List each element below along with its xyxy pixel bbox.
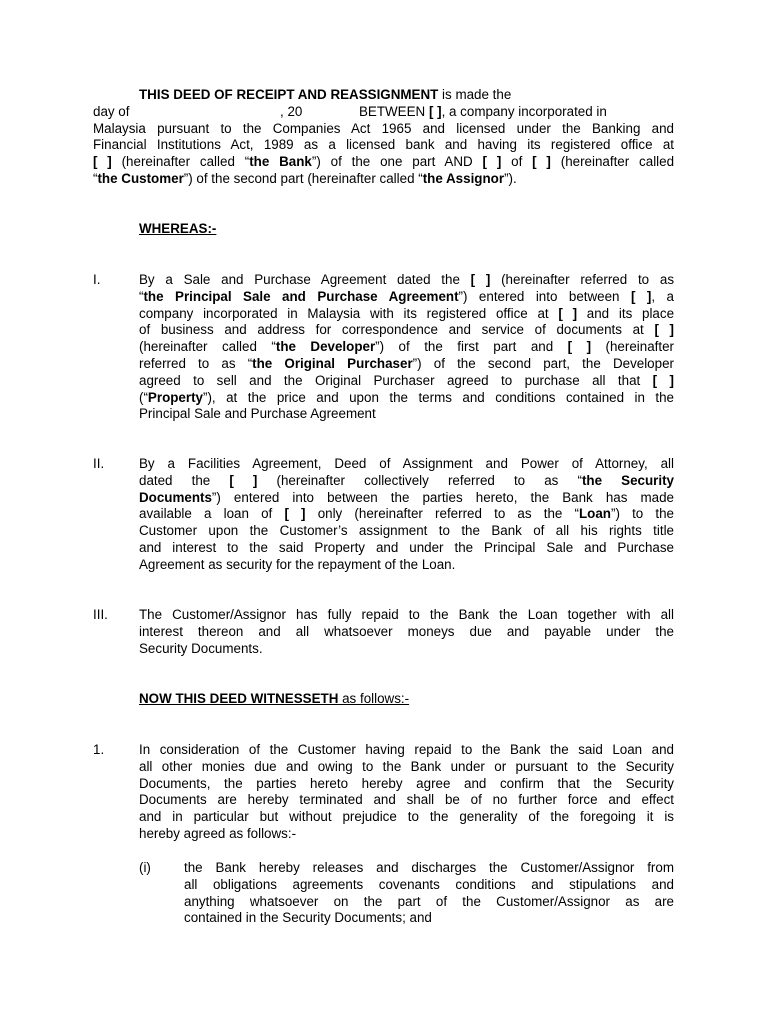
intro-line: Malaysia pursuant to the Companies Act 1965 and licensed under the Banking and	[93, 120, 674, 136]
clause-number: 1.	[93, 742, 105, 757]
intro-line: “the Customer”) of the second part (hereinafter called “the Assignor”).	[93, 170, 517, 186]
recital-2: II. By a Facilities Agreement, Deed of Assignment and Power of Attorney, all dated the [ ] (hereinafter collectively referred to as “the Security Documents”) entered into between the parties hereto, the Bank has made available a loan of [ ] only (hereinafter referred to as the “Loan”) to the Customer upon the Customer’s assignment to the Bank of all his rights title and interest to the said Property and under the Principal Sale and Purchase Agreement as security for the repayment of the Loan.	[93, 456, 675, 572]
intro-line: THIS DEED OF RECEIPT AND REASSIGNMENT is made the	[139, 87, 512, 102]
recital-number: III.	[93, 607, 108, 622]
recital-3: III. The Customer/Assignor has fully repaid to the Bank the Loan together with all interest thereon and all whatsoever moneys due and payable under the Security Documents.	[93, 607, 674, 656]
intro-paragraph	[93, 87, 674, 188]
clause-1-i: (i) the Bank hereby releases and discharges the Customer/Assignor from all obligations agreements covenants conditions and stipulations and anything whatsoever on the part of the Customer/Assignor as are contained in the Security Documents; and	[139, 860, 674, 926]
recital-1: I. By a Sale and Purchase Agreement dated the [ ] (hereinafter referred to as “the Principal Sale and Purchase Agreement”) entered into between [ ], a company incorporated in Malaysia with its registered office at [ ] and its place of business and address for correspondence and service of documents at [ ] (hereinafter called “the Developer”) of the first part and [ ] (hereinafter referred to as “the Original Purchaser”) of the second part, the Developer agreed to sell and the Original Purchaser agreed to purchase all that [ ] (“Property”), at the price and upon the terms and conditions contained in the Principal Sale and Purchase Agreement	[93, 272, 675, 422]
whereas-heading: WHEREAS:-	[139, 221, 217, 236]
recital-number: II.	[93, 456, 105, 471]
witnesseth-heading: NOW THIS DEED WITNESSETH as follows:-	[139, 691, 410, 706]
intro-line: [ ] (hereinafter called “the Bank”) of the one part AND [ ] of [ ] (hereinafter called	[93, 154, 675, 170]
deed-title: THIS DEED OF RECEIPT AND REASSIGNMENT	[139, 87, 439, 102]
intro-line: day of , 20 BETWEEN [ ], a company incorporated in	[93, 103, 607, 119]
subclause-number: (i)	[139, 860, 151, 875]
intro-line: Financial Institutions Act, 1989 as a licensed bank and having its registered office at	[93, 137, 674, 153]
clause-1: 1. In consideration of the Customer having repaid to the Bank the said Loan and all other monies due and owing to the Bank under or pursuant to the Security Documents, the parties hereto hereby agree and confirm that the Security Documents are hereby terminated and shall be of no further force and effect and in particular but without prejudice to the generality of the foregoing it is hereby agreed as follows:-	[93, 742, 674, 841]
recital-number: I.	[93, 272, 101, 287]
